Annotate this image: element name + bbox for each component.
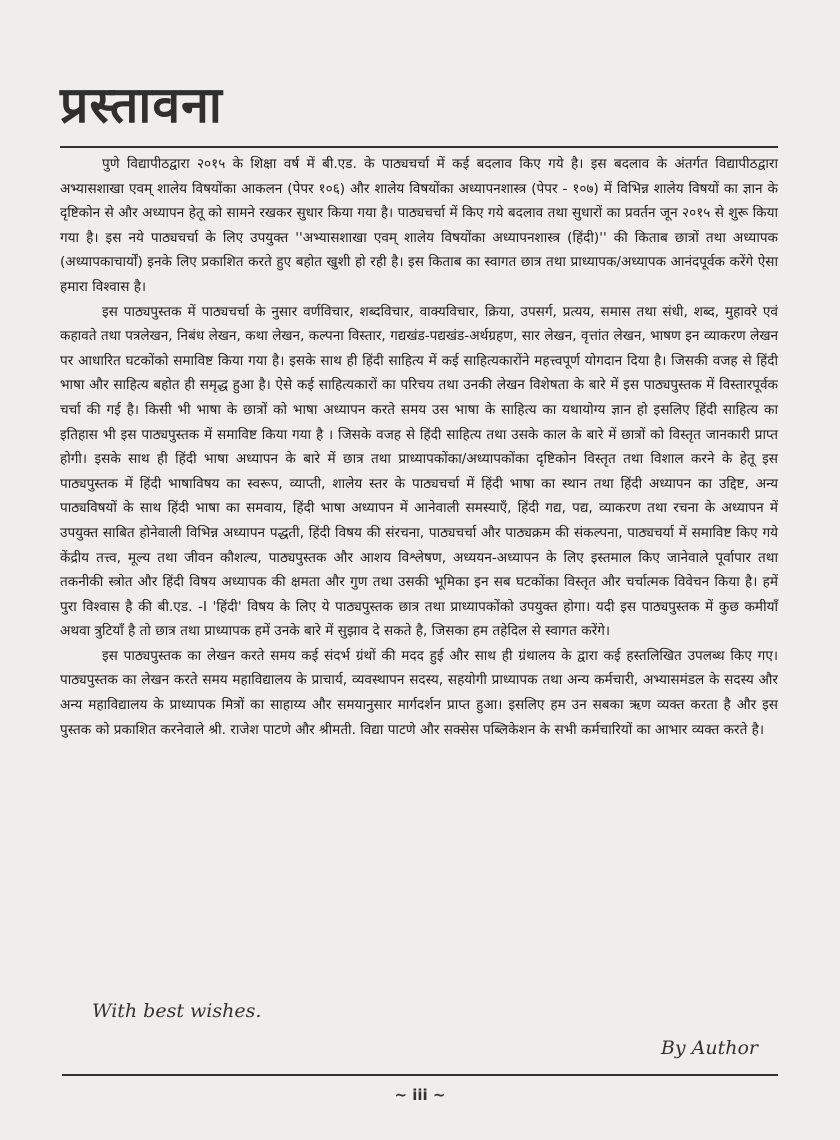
paragraph-acknowledgement: इस पाठ्यपुस्तक का लेखन करते समय कई संदर्भ ग्रंथों की मदद हुई और साथ ही ग्रंथालय के द्वारा कई हस्तलिखित उपलब्ध किए गए। पाठ्यपुस्तक का लेखन करते समय महाविद्यालय के प्राचार्य, व्यवस्थापन सदस्य, सहयोगी प्राध्यापक तथा अन्य कर्मचारी, अभ्यासमंडल के सदस्य और अन्य महाविद्यालय के प्राध्यापक मित्रों का साहाय्य और समयानुसार मार्गदर्शन प्राप्त हुआ। इसलिए हम उन सबका ऋण व्यक्त करता है और इस पुस्तक को प्रकाशित करनेवाले श्री. राजेश पाटणे और श्रीमती. विद्या पाटणे और सक्सेस पब्लिकेशन के सभी कर्मचारियों का आभार व्यक्त करते है।: [60, 647, 778, 738]
title-divider: [60, 146, 778, 148]
paragraph-contents: इस पाठ्यपुस्तक में पाठ्यचर्चा के नुसार वर्णविचार, शब्दविचार, वाक्यविचार, क्रिया, उपसर्ग, प्रत्यय, समास तथा संधी, शब्द, मुहावरे एवं कहावते तथा पत्रलेखन, निबंध लेखन, कथा लेखन, कल्पना विस्तार, गद्यखंड-पद्यखंड-अर्थग्रहण, सार लेखन, वृत्तांत लेखन, भाषण इन व्याकरण लेखन पर आधारित घटकोंको समाविष्ट किया गया है। इसके साथ ही हिंदी साहित्य में कई साहित्यकारोंने महत्त्वपूर्ण योगदान दिया है। जिसकी वजह से हिंदी भाषा और साहित्य बहोत ही समृद्ध हुआ है। ऐसे कई साहित्यकारों का परिचय तथा उनकी लेखन विशेषता के बारे में इस पाठ्यपुस्तक में विस्तारपूर्वक चर्चा की गई है। किसी भी भाषा के छात्रों को भाषा अध्यापन करते समय उस भाषा के साहित्य का यथायोग्य ज्ञान हो इसलिए हिंदी साहित्य का इतिहास भी इस पाठ्यपुस्तक में समाविष्ट किया गया है । जिसके वजह से हिंदी साहित्य तथा उसके काल के बारे में छात्रों को विस्तृत जानकारी प्राप्त होगी। इसके साथ ही हिंदी भाषा अध्यापन के बारे में छात्र तथा प्राध्यापकोंका/अध्यापकोंका दृष्टिकोन विस्तृत तथा विशाल करने के हेतू इस पाठ्यपुस्तक में हिंदी भाषाविषय का स्वरूप, व्याप्ती, शालेय स्तर के पाठ्यचर्चा में हिंदी भाषा का स्थान तथा हिंदी अध्यापन का उद्दिष्ट, अन्य पाठ्यविषयों के साथ हिंदी भाषा का समवाय, हिंदी भाषा अध्यापन में आनेवाली समस्याएँ, हिंदी गद्य, पद्य, व्याकरण तथा रचना के अध्यापन में उपयुक्त साबित होनेवाली विभिन्न अध्यापन पद्धती, हिंदी विषय की संरचना, पाठ्यचर्चा और पाठ्यक्रम की संकल्पना, पाठ्यचर्या में समाविष्ट किए गये केंद्रीय तत्त्व, मूल्य तथा जीवन कौशल्य, पाठ्यपुस्तक और आशय विश्लेषण, अध्ययन-अध्यापन के लिए इस्तमाल किए जानेवाले पूर्वापार तथा तकनीकी स्त्रोत और हिंदी विषय अध्यापक की क्षमता और गुण तथा उसकी भूमिका इन सब घटकोंका विस्तृत और चर्चात्मक विवेचन किया है। हमें पुरा विश्वास है की बी.एड. -I 'हिंदी' विषय के लिए ये पाठ्यपुस्तक छात्र तथा प्राध्यापकोंको उपयुक्त होगा। यदी इस पाठ्यपुस्तक में कुछ कमीयाँ अथवा त्रुटियाँ है तो छात्र तथा प्राध्यापक हमें उनके बारे में सुझाव दे सकते है, जिसका हम तहेदिल से स्वागत करेंगे।: [60, 303, 778, 640]
footer-divider: [62, 1074, 778, 1076]
paragraph-intro: पुणे विद्यापीठद्वारा २०१५ के शिक्षा वर्ष में बी.एड. के पाठ्यचर्चा में कई बदलाव किए गये है। इस बदलाव के अंतर्गत विद्यापीठद्वारा अभ्यासशाखा एवम् शालेय विषयोंका आकलन (पेपर १०६) और शालेय विषयोंका अध्यापनशास्त्र (पेपर - १०७) में विभिन्न शालेय विषयों का ज्ञान के दृष्टिकोन से और अध्यापन हेतू को सामने रखकर सुधार किया गया है। पाठ्यचर्चा में किए गये बदलाव तथा सुधारों का प्रवर्तन जून २०१५ से शुरू किया गया है। इस नये पाठ्यचर्चा के लिए उपयुक्त ''अभ्यासशाखा एवम् शालेय विषयोंका अध्यापनशास्त्र (हिंदी)'' की किताब छात्रों तथा अध्यापक (अध्यापकाचार्यों) इनके लिए प्रकाशित करते हुए बहोत खुशी हो रही है। इस किताब का स्वागत छात्र तथा प्राध्यापक/अध्यापक आनंदपूर्वक करेंगे ऐसा हमारा विश्वास है।: [60, 156, 778, 295]
author-signature: By Author: [660, 1037, 758, 1059]
body-text: [60, 152, 778, 742]
page-number: ~ iii ~: [394, 1086, 446, 1104]
page-title: प्रस्तावना: [60, 75, 223, 134]
signoff: With best wishes.: [92, 1000, 262, 1022]
